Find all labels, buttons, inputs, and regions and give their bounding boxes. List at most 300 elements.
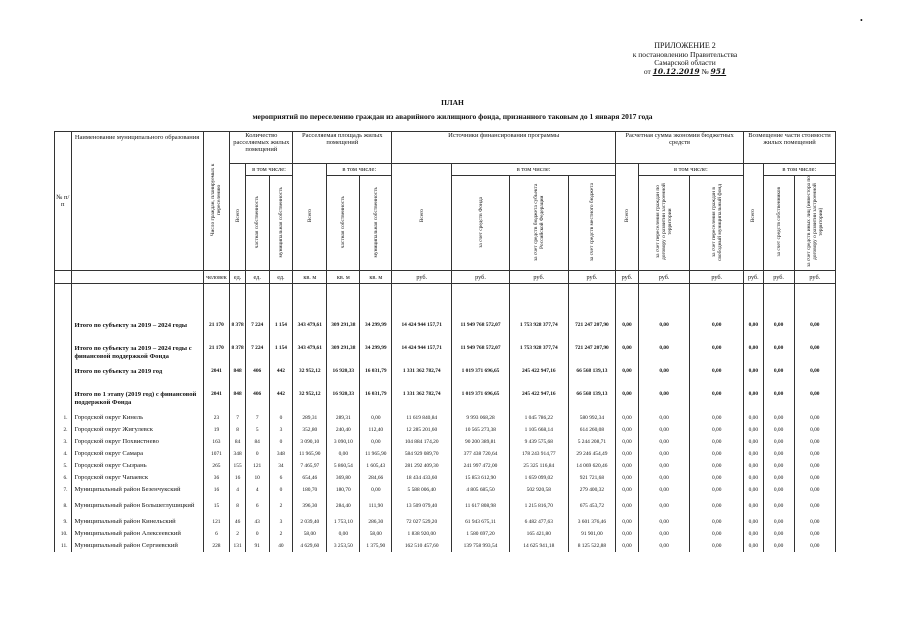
row-value: 58,00 bbox=[360, 528, 392, 540]
row-value: 0,00 bbox=[638, 516, 690, 528]
row-value: 0,00 bbox=[690, 436, 744, 448]
row-value: 352,80 bbox=[293, 424, 327, 436]
row-value: 36 bbox=[203, 472, 230, 484]
row-number: 2. bbox=[55, 424, 72, 436]
row-value: 0 bbox=[245, 448, 269, 460]
row-name: Городской округ Кинель bbox=[71, 412, 203, 424]
row-value: 0,00 bbox=[616, 516, 639, 528]
row-value: 0,00 bbox=[616, 412, 639, 424]
total-value: 406 bbox=[245, 366, 269, 389]
row-number: 5. bbox=[55, 460, 72, 472]
total-value: 442 bbox=[269, 389, 293, 412]
row-value: 0,00 bbox=[794, 528, 835, 540]
row-value: 11 965,90 bbox=[293, 448, 327, 460]
row-value: 0,00 bbox=[744, 472, 764, 484]
row-value: 1071 bbox=[203, 448, 230, 460]
row-value: 14 625 941,18 bbox=[509, 540, 568, 552]
row-value: 0,00 bbox=[360, 412, 392, 424]
row-number: 10. bbox=[55, 528, 72, 540]
total-value: 66 568 139,13 bbox=[568, 366, 615, 389]
total-value: 0,00 bbox=[616, 343, 639, 366]
total-value: 8 378 bbox=[230, 343, 245, 366]
row-value: 0,00 bbox=[744, 540, 764, 552]
row-value: 6 bbox=[269, 472, 293, 484]
area-incl: в том числе: bbox=[327, 164, 392, 176]
row-value: 0,00 bbox=[794, 436, 835, 448]
total-value: 1 331 362 782,74 bbox=[392, 366, 452, 389]
total-row bbox=[55, 320, 836, 343]
row-value: 11 617 808,98 bbox=[452, 496, 510, 516]
row-name: Муниципальный район Кинельский bbox=[71, 516, 203, 528]
row-value: 0,00 bbox=[763, 516, 794, 528]
row-value: 0,00 bbox=[744, 448, 764, 460]
row-value: 0,00 bbox=[763, 472, 794, 484]
total-value: 32 952,12 bbox=[293, 389, 327, 412]
table-row bbox=[55, 472, 836, 484]
total-value: 14 424 944 157,71 bbox=[392, 343, 452, 366]
row-value: 9 993 068,28 bbox=[452, 412, 510, 424]
row-value: 0,00 bbox=[638, 448, 690, 460]
table-row bbox=[55, 484, 836, 496]
row-name: Городской округ Сызрань bbox=[71, 460, 203, 472]
total-value: 0,00 bbox=[690, 366, 744, 389]
table-row bbox=[55, 516, 836, 528]
row-value: 0,00 bbox=[794, 496, 835, 516]
appendix-line-1: к постановлению Правительства bbox=[632, 49, 738, 59]
row-value: 1 838 920,00 bbox=[392, 528, 452, 540]
total-num bbox=[55, 320, 72, 343]
row-number: 1. bbox=[55, 412, 72, 424]
row-value: 0,00 bbox=[616, 448, 639, 460]
row-value: 0,00 bbox=[638, 484, 690, 496]
total-value: 245 422 947,16 bbox=[509, 366, 568, 389]
total-value: 0,00 bbox=[794, 389, 835, 412]
total-value: 16 031,79 bbox=[360, 389, 392, 412]
row-value: 3 bbox=[269, 516, 293, 528]
row-value: 162 510 457,60 bbox=[392, 540, 452, 552]
row-value: 0,00 bbox=[763, 412, 794, 424]
row-value: 12 285 201,60 bbox=[392, 424, 452, 436]
row-value: 377 438 720,64 bbox=[452, 448, 510, 460]
total-value: 0,00 bbox=[744, 343, 764, 366]
row-value: 0,00 bbox=[763, 448, 794, 460]
row-value: 0,00 bbox=[690, 460, 744, 472]
unit-cell: ед. bbox=[230, 271, 245, 284]
row-value: 61 943 675,11 bbox=[452, 516, 510, 528]
row-number: 6. bbox=[55, 472, 72, 484]
total-name: Итого по субъекту за 2019 – 2024 годы bbox=[71, 320, 203, 343]
row-value: 0,00 bbox=[616, 424, 639, 436]
total-value: 32 952,12 bbox=[293, 366, 327, 389]
spacer-row bbox=[55, 284, 836, 321]
total-name: Итого по 1 этапу (2019 год) с финансовой поддержкой Фонда bbox=[71, 389, 203, 412]
total-value: 0,00 bbox=[638, 389, 690, 412]
row-value: 9 439 575,68 bbox=[509, 436, 568, 448]
total-value: 343 479,61 bbox=[293, 343, 327, 366]
unit-cell: руб. bbox=[392, 271, 452, 284]
sources-incl: в том числе: bbox=[452, 164, 616, 176]
row-value: 8 125 522,88 bbox=[568, 540, 615, 552]
row-name: Городской округ Самара bbox=[71, 448, 203, 460]
rooms-municipal: муниципальная собственность bbox=[269, 176, 293, 271]
row-value: 0 bbox=[269, 436, 293, 448]
total-value: 34 299,99 bbox=[360, 320, 392, 343]
row-value: 0,00 bbox=[744, 424, 764, 436]
src-fund: за счет средств Фонда bbox=[452, 176, 510, 271]
col-refund: Возмещение части стоимости жилых помещений bbox=[744, 132, 836, 164]
row-value: 131 bbox=[230, 540, 245, 552]
row-value: 0,00 bbox=[638, 528, 690, 540]
total-value: 0,00 bbox=[763, 320, 794, 343]
row-value: 121 bbox=[203, 516, 230, 528]
row-value: 0,00 bbox=[638, 412, 690, 424]
appendix-date-line bbox=[595, 68, 775, 77]
appendix-from: от bbox=[643, 66, 651, 76]
col-people: Число граждан, планируемых к переселению bbox=[203, 132, 230, 271]
row-value: 0,00 bbox=[744, 484, 764, 496]
refund-incl: в том числе: bbox=[763, 164, 835, 176]
row-value: 0,00 bbox=[744, 436, 764, 448]
row-value: 58,00 bbox=[293, 528, 327, 540]
row-number: 9. bbox=[55, 516, 72, 528]
appendix-date: 10.12.2019 bbox=[652, 66, 700, 76]
row-value: 0,00 bbox=[638, 424, 690, 436]
row-value: 0,00 bbox=[360, 436, 392, 448]
row-value: 3 bbox=[269, 424, 293, 436]
total-value: 14 424 944 157,71 bbox=[392, 320, 452, 343]
total-value: 0,00 bbox=[638, 320, 690, 343]
total-value: 0,00 bbox=[744, 389, 764, 412]
total-num bbox=[55, 343, 72, 366]
row-value: 3 090,10 bbox=[293, 436, 327, 448]
row-value: 15 853 612,90 bbox=[452, 472, 510, 484]
row-value: 0,00 bbox=[616, 436, 639, 448]
total-value: 16 920,33 bbox=[327, 389, 360, 412]
units-row bbox=[55, 271, 836, 284]
total-value: 0,00 bbox=[690, 320, 744, 343]
row-value: 84 bbox=[230, 436, 245, 448]
total-row bbox=[55, 343, 836, 366]
row-value: 2 039,40 bbox=[293, 516, 327, 528]
rooms-total: Всего bbox=[230, 164, 245, 271]
total-value: 406 bbox=[245, 389, 269, 412]
row-value: 165 421,80 bbox=[509, 528, 568, 540]
row-value: 0,00 bbox=[744, 460, 764, 472]
total-value: 11 949 768 572,07 bbox=[452, 320, 510, 343]
unit-cell: руб. bbox=[690, 271, 744, 284]
col-num: № п/п bbox=[55, 132, 72, 271]
row-value: 1 045 786,22 bbox=[509, 412, 568, 424]
appendix-number-label: № bbox=[701, 66, 709, 76]
total-value: 7 224 bbox=[245, 343, 269, 366]
row-value: 40 bbox=[269, 540, 293, 552]
row-value: 240,40 bbox=[327, 424, 360, 436]
row-value: 43 bbox=[245, 516, 269, 528]
row-value: 112,40 bbox=[360, 424, 392, 436]
row-value: 0,00 bbox=[616, 496, 639, 516]
row-value: 72 027 529,20 bbox=[392, 516, 452, 528]
row-value: 265 bbox=[203, 460, 230, 472]
unit-cell: руб. bbox=[744, 271, 764, 284]
row-value: 654,46 bbox=[293, 472, 327, 484]
row-value: 14 069 620,46 bbox=[568, 460, 615, 472]
col-area: Расселяемая площадь жилых помещений bbox=[293, 132, 392, 164]
col-sources: Источники финансирования программы bbox=[392, 132, 616, 164]
row-value: 16 bbox=[203, 484, 230, 496]
refund-total: Всего bbox=[744, 164, 764, 271]
row-name: Городской округ Жигулевск bbox=[71, 424, 203, 436]
row-number: 7. bbox=[55, 484, 72, 496]
total-value: 1 753 928 377,74 bbox=[509, 320, 568, 343]
appendix-title: ПРИЛОЖЕНИЕ 2 bbox=[654, 41, 716, 50]
row-value: 10 bbox=[245, 472, 269, 484]
row-value: 90 200 389,81 bbox=[452, 436, 510, 448]
row-value: 163 bbox=[203, 436, 230, 448]
row-value: 180,70 bbox=[327, 484, 360, 496]
row-value: 1 753,10 bbox=[327, 516, 360, 528]
ref-others: за счет средств иных лиц (инвестора по договору о развитии застроенной территории) bbox=[794, 176, 835, 271]
row-value: 34 bbox=[269, 460, 293, 472]
row-number: 11. bbox=[55, 540, 72, 552]
row-value: 0 bbox=[245, 528, 269, 540]
total-value: 0,00 bbox=[794, 320, 835, 343]
total-value: 0,00 bbox=[744, 320, 764, 343]
row-value: 0,00 bbox=[638, 460, 690, 472]
appendix-number: 951 bbox=[710, 66, 727, 76]
unit-cell: руб. bbox=[638, 271, 690, 284]
row-value: 91 bbox=[245, 540, 269, 552]
row-value: 7 bbox=[245, 412, 269, 424]
row-value: 502 920,58 bbox=[509, 484, 568, 496]
row-name: Муниципальный район Сергиевский bbox=[71, 540, 203, 552]
table-row bbox=[55, 448, 836, 460]
total-value: 1 154 bbox=[269, 343, 293, 366]
total-value: 1 331 362 782,74 bbox=[392, 389, 452, 412]
row-value: 5 244 208,71 bbox=[568, 436, 615, 448]
total-name: Итого по субъекту за 2019 год bbox=[71, 366, 203, 389]
row-value: 16 bbox=[230, 472, 245, 484]
col-rooms: Количество расселяемых жилых помещений bbox=[230, 132, 293, 164]
row-name: Городской округ Чапаевск bbox=[71, 472, 203, 484]
row-value: 46 bbox=[230, 516, 245, 528]
row-value: 0,00 bbox=[744, 496, 764, 516]
resettlement-plan-table bbox=[54, 131, 836, 552]
row-name: Муниципальный район Алексеевский bbox=[71, 528, 203, 540]
total-value: 721 247 207,90 bbox=[568, 343, 615, 366]
row-value: 1 105 668,14 bbox=[509, 424, 568, 436]
total-value: 343 479,61 bbox=[293, 320, 327, 343]
row-value: 0,00 bbox=[690, 484, 744, 496]
savings-incl: в том числе: bbox=[638, 164, 743, 176]
total-value: 309 291,38 bbox=[327, 343, 360, 366]
row-value: 0,00 bbox=[794, 412, 835, 424]
row-value: 0,00 bbox=[616, 528, 639, 540]
total-value: 8 378 bbox=[230, 320, 245, 343]
unit-cell: ед. bbox=[245, 271, 269, 284]
rooms-incl: в том числе: bbox=[245, 164, 292, 176]
table-row bbox=[55, 496, 836, 516]
row-name: Муниципальный район Большеглушицкий bbox=[71, 496, 203, 516]
row-value: 0,00 bbox=[744, 516, 764, 528]
total-value: 0,00 bbox=[616, 320, 639, 343]
total-value: 0,00 bbox=[690, 343, 744, 366]
rooms-private: частная собственность bbox=[245, 176, 269, 271]
col-savings: Расчетная сумма экономии бюджетных средств bbox=[616, 132, 744, 164]
row-value: 4 629,60 bbox=[293, 540, 327, 552]
total-value: 11 949 768 572,07 bbox=[452, 343, 510, 366]
total-value: 0,00 bbox=[690, 389, 744, 412]
row-value: 2 bbox=[269, 496, 293, 516]
row-value: 0,00 bbox=[690, 496, 744, 516]
row-value: 178 243 914,77 bbox=[509, 448, 568, 460]
row-value: 0,00 bbox=[794, 472, 835, 484]
table-row bbox=[55, 460, 836, 472]
total-value: 848 bbox=[230, 366, 245, 389]
row-value: 91 901,00 bbox=[568, 528, 615, 540]
row-number: 8. bbox=[55, 496, 72, 516]
total-value: 34 299,99 bbox=[360, 343, 392, 366]
plan-subtitle: мероприятий по переселению граждан из аварийного жилищного фонда, признанного таковым до 1 января 2017 года bbox=[252, 112, 653, 121]
row-value: 284,66 bbox=[360, 472, 392, 484]
row-value: 4 bbox=[245, 484, 269, 496]
unit-cell: кв. м bbox=[293, 271, 327, 284]
total-value: 21 170 bbox=[203, 343, 230, 366]
row-value: 0,00 bbox=[763, 484, 794, 496]
row-value: 4 bbox=[230, 484, 245, 496]
row-value: 0,00 bbox=[638, 496, 690, 516]
total-value: 16 031,79 bbox=[360, 366, 392, 389]
total-value: 1 019 371 696,65 bbox=[452, 389, 510, 412]
plan-heading: ПЛАН bbox=[441, 98, 464, 107]
unit-cell: кв. м bbox=[327, 271, 360, 284]
row-value: 0,00 bbox=[763, 528, 794, 540]
total-value: 0,00 bbox=[763, 389, 794, 412]
row-value: 0,00 bbox=[794, 516, 835, 528]
row-value: 289,31 bbox=[327, 412, 360, 424]
unit-cell: руб. bbox=[568, 271, 615, 284]
row-value: 241 997 472,00 bbox=[452, 460, 510, 472]
row-value: 369,80 bbox=[327, 472, 360, 484]
row-value: 0,00 bbox=[690, 424, 744, 436]
row-value: 15 bbox=[203, 496, 230, 516]
row-value: 0,00 bbox=[794, 540, 835, 552]
row-value: 1 215 816,70 bbox=[509, 496, 568, 516]
total-value: 1 019 371 696,65 bbox=[452, 366, 510, 389]
row-value: 0,00 bbox=[327, 528, 360, 540]
total-name: Итого по субъекту за 2019 – 2024 годы с финансовой поддержкой Фонда bbox=[71, 343, 203, 366]
row-value: 675 453,72 bbox=[568, 496, 615, 516]
row-value: 0,00 bbox=[690, 412, 744, 424]
table-body bbox=[55, 284, 836, 553]
row-value: 2 bbox=[269, 528, 293, 540]
total-value: 245 422 947,16 bbox=[509, 389, 568, 412]
row-value: 348 bbox=[269, 448, 293, 460]
row-value: 0,00 bbox=[690, 448, 744, 460]
total-num bbox=[55, 366, 72, 389]
row-value: 1 580 697,20 bbox=[452, 528, 510, 540]
row-value: 0,00 bbox=[616, 540, 639, 552]
total-value: 0,00 bbox=[763, 366, 794, 389]
row-value: 7 465,97 bbox=[293, 460, 327, 472]
total-value: 0,00 bbox=[763, 343, 794, 366]
row-name: Городской округ Похвистнево bbox=[71, 436, 203, 448]
row-value: 0,00 bbox=[763, 540, 794, 552]
appendix-block bbox=[595, 42, 775, 76]
row-value: 4 805 685,50 bbox=[452, 484, 510, 496]
row-value: 0,00 bbox=[744, 412, 764, 424]
row-value: 286,30 bbox=[360, 516, 392, 528]
total-value: 2041 bbox=[203, 389, 230, 412]
row-value: 0,00 bbox=[794, 484, 835, 496]
row-value: 0,00 bbox=[638, 436, 690, 448]
row-value: 0,00 bbox=[690, 472, 744, 484]
row-value: 0,00 bbox=[360, 484, 392, 496]
row-value: 3 253,50 bbox=[327, 540, 360, 552]
sav-dev: за счет переселения граждан по договору о развитии застроенной территории bbox=[638, 176, 690, 271]
total-value: 0,00 bbox=[638, 343, 690, 366]
row-value: 0,00 bbox=[794, 424, 835, 436]
row-value: 580 992,34 bbox=[568, 412, 615, 424]
row-value: 3 601 376,46 bbox=[568, 516, 615, 528]
row-value: 155 bbox=[230, 460, 245, 472]
total-value: 1 753 928 377,74 bbox=[509, 343, 568, 366]
row-value: 279 400,32 bbox=[568, 484, 615, 496]
total-value: 7 224 bbox=[245, 320, 269, 343]
row-value: 84 bbox=[245, 436, 269, 448]
row-value: 104 884 174,20 bbox=[392, 436, 452, 448]
row-value: 180,70 bbox=[293, 484, 327, 496]
row-value: 0,00 bbox=[763, 424, 794, 436]
row-value: 0,00 bbox=[690, 540, 744, 552]
row-name: Муниципальный район Безенчукский bbox=[71, 484, 203, 496]
row-value: 6 bbox=[245, 496, 269, 516]
row-value: 7 bbox=[230, 412, 245, 424]
row-value: 3 090,10 bbox=[327, 436, 360, 448]
row-value: 10 565 273,38 bbox=[452, 424, 510, 436]
table-row bbox=[55, 424, 836, 436]
row-value: 0,00 bbox=[794, 448, 835, 460]
row-value: 0,00 bbox=[616, 472, 639, 484]
row-value: 0,00 bbox=[763, 460, 794, 472]
total-value: 0,00 bbox=[744, 366, 764, 389]
row-number: 3. bbox=[55, 436, 72, 448]
row-value: 289,31 bbox=[293, 412, 327, 424]
total-value: 848 bbox=[230, 389, 245, 412]
row-value: 284,40 bbox=[327, 496, 360, 516]
area-private: частная собственность bbox=[327, 176, 360, 271]
unit-cell: руб. bbox=[509, 271, 568, 284]
ref-owners: за счет средств собственников bbox=[763, 176, 794, 271]
row-value: 0,00 bbox=[744, 528, 764, 540]
row-value: 0,00 bbox=[616, 484, 639, 496]
total-value: 442 bbox=[269, 366, 293, 389]
total-value: 0,00 bbox=[638, 366, 690, 389]
row-value: 281 292 409,30 bbox=[392, 460, 452, 472]
area-municipal: муниципальная собственность bbox=[360, 176, 392, 271]
row-value: 921 721,68 bbox=[568, 472, 615, 484]
row-value: 0,00 bbox=[616, 460, 639, 472]
total-value: 66 568 139,13 bbox=[568, 389, 615, 412]
total-value: 309 291,38 bbox=[327, 320, 360, 343]
total-num bbox=[55, 389, 72, 412]
row-value: 5 860,54 bbox=[327, 460, 360, 472]
row-value: 2 bbox=[230, 528, 245, 540]
row-value: 8 bbox=[230, 424, 245, 436]
row-value: 23 bbox=[203, 412, 230, 424]
total-row bbox=[55, 389, 836, 412]
row-value: 1 605,43 bbox=[360, 460, 392, 472]
row-value: 614 260,08 bbox=[568, 424, 615, 436]
